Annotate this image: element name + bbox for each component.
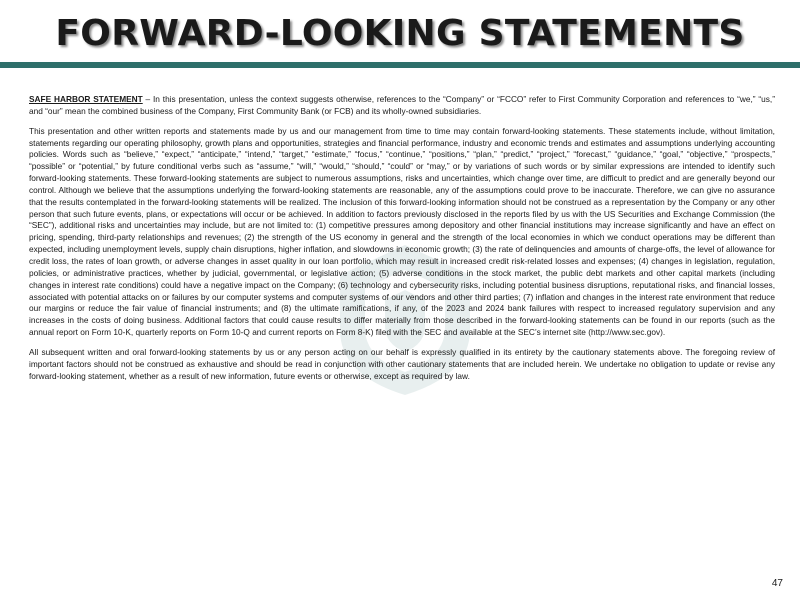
slide-title: FORWARD-LOOKING STATEMENTS — [55, 13, 745, 54]
page-number: 47 — [771, 578, 783, 589]
safe-harbor-text: – In this presentation, unless the context suggests otherwise, references to the “Company” or “FCCO” refer to First Community Corporation and references to “we,” “us,” and “our” mean the combined business of the Company, First Community Bank (or FCB) and its wholly-owned subsidiaries. — [29, 94, 775, 116]
title-divider — [0, 62, 800, 68]
qualification-paragraph: All subsequent written and oral forward-looking statements by us or any person acting on our behalf is expressly qualified in its entirety by the cautionary statements above. The foregoing review of important factors should not be construed as exhaustive and should be read in conjunction with other cautionary statements that are included herein. We undertake no obligation to update or revise any forward-looking statement, whether as a result of new information, future events or otherwise, except as required by law. — [29, 346, 775, 381]
statement-body — [29, 94, 775, 390]
forward-looking-paragraph: This presentation and other written reports and statements made by us and our management from time to time may contain forward-looking statements. These statements include, without limitation, statements regarding our operating philosophy, growth plans and opportunities, strategies and financial performance, industry and economic trends and estimates and assumptions underlying accounting policies. Words such as “believe,” “expect,” “anticipate,” “intend,” “target,” “estimate,” “focus,” “continue,” “positions,” “plan,” “predict,” “project,” “forecast,” “guidance,” “goal,” “objective,” “prospects,” “possible” or “potential,” by future conditional verbs such as “assume,” “will,” “would,” “should,” “could” or “may,” or by variations of such words or by similar expressions are intended to identify such forward-looking statements. These forward-looking statements are subject to numerous assumptions, risks and uncertainties, which change over time, are difficult to predict and are generally beyond our control. Although we believe that the assumptions underlying the forward-looking statements are reasonable, any of the assumptions could prove to be inaccurate. Therefore, we can give no assurance that the results contemplated in the forward-looking statements will be realized. The inclusion of this forward-looking information should not be construed as a representation by the Company or any other person that such future events, plans, or expectations will occur or be achieved. In addition to factors previously disclosed in the reports filed by us with the US Securities and Exchange Commission (the “SEC”), additional risks and uncertainties may include, but are not limited to: (1) competitive pressures among depository and other financial institutions may increase significantly and have an effect on pricing, spending, third-party relationships and revenues; (2) the strength of the US economy in general and the strength of the local economies in which we conduct operations may be different than expected, including unemployment levels, supply chain disruptions, higher inflation, and slowdowns in economic growth; (3) the rate of delinquencies and amounts of charge-offs, the level of allowance for credit loss, the rates of loan growth, or adverse changes in asset quality in our loan portfolio, which may result in increased credit risk-related losses and expenses; (4) changes in legislation, regulation, policies, or administrative practices, whether by judicial, governmental, or legislative action; (5) adverse conditions in the stock market, the public debt markets and other capital markets (including changes in interest rate conditions) could have a negative impact on the Company; (6) technology and cybersecurity risks, including potential business disruptions, reputational risks, and financial losses, associated with potential attacks on or failures by our computer systems and computer systems of our vendors and other third parties; (7) inflation and changes in the interest rate environment that reduce our margins or reduce the fair value of financial instruments; and (8) the ultimate ramifications, if any, of the 2023 and 2024 bank failures with respect to increased regulatory supervision and any increases in the costs of doing business. Additional factors that could cause results to differ materially from those described in the forward-looking statements can be found in our reports (such as the annual report on Form 10-K, quarterly reports on Form 10-Q and current reports on Form 8-K) filed with the SEC and available at the SEC’s internet site (http://www.sec.gov). — [29, 125, 775, 338]
safe-harbor-heading: SAFE HARBOR STATEMENT — [29, 94, 143, 104]
safe-harbor-paragraph — [29, 94, 775, 118]
